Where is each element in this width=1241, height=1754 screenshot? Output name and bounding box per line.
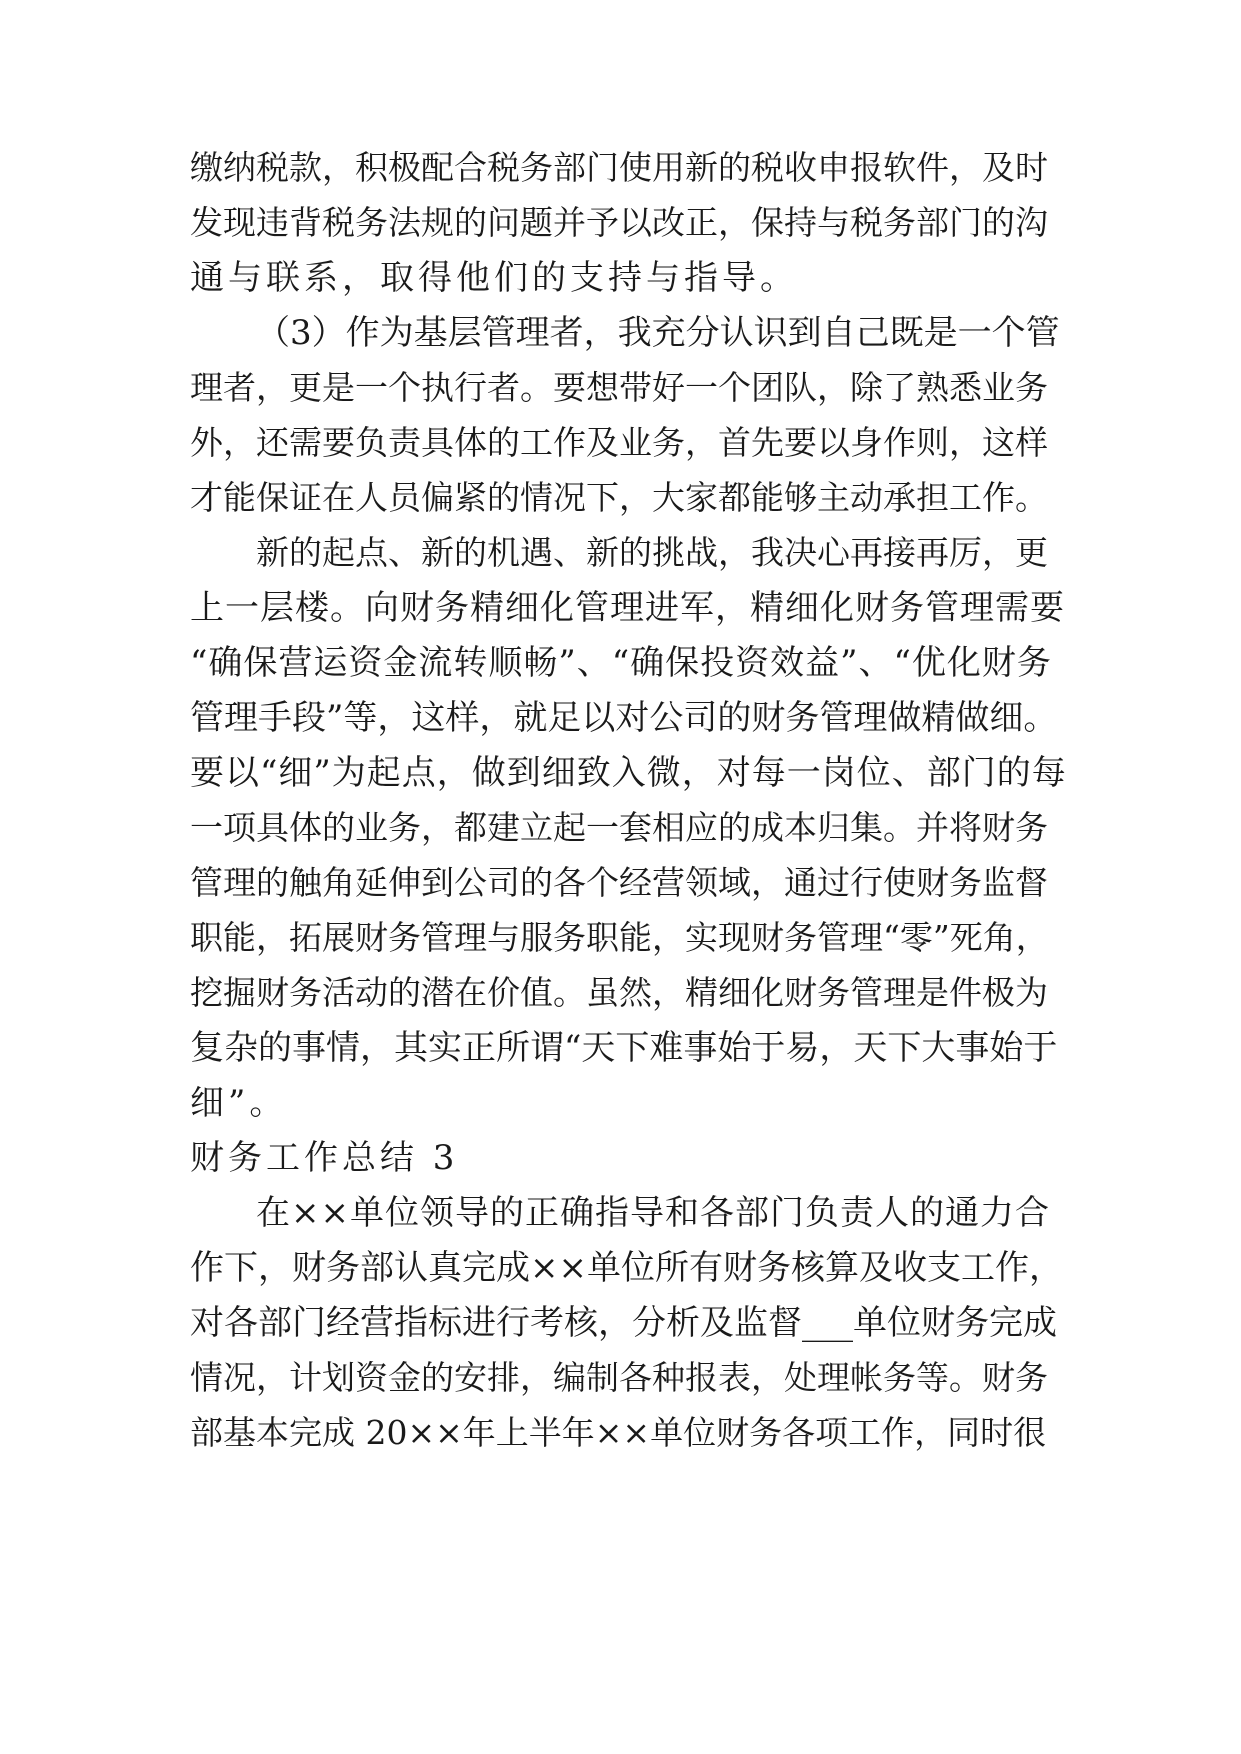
paragraph-line: 一项具体的业务，都建立起一套相应的成本归集。并将财务: [190, 808, 1048, 847]
paragraph-line: （3）作为基层管理者，我充分认识到自己既是一个管: [256, 313, 1060, 353]
section-heading: 财务工作总结 3: [190, 1138, 459, 1178]
paragraph-line: 通与联系，取得他们的支持与指导。: [190, 258, 798, 298]
paragraph-line: 在××单位领导的正确指导和各部门负责人的通力合: [256, 1193, 1050, 1233]
paragraph-line: 细”。: [190, 1083, 288, 1123]
paragraph-line: 要以“细”为起点，做到细致入微，对每一岗位、部门的每: [190, 753, 1067, 793]
paragraph-line: 管理手段”等，这样，就足以对公司的财务管理做精做细。: [190, 698, 1058, 738]
paragraph-line: 新的起点、新的机遇、新的挑战，我决心再接再厉，更: [256, 533, 1048, 572]
paragraph-line: 职能，拓展财务管理与服务职能，实现财务管理“零”死角，: [190, 918, 1049, 957]
paragraph-line: 才能保证在人员偏紧的情况下，大家都能够主动承担工作。: [190, 478, 1048, 517]
paragraph-line: 作下，财务部认真完成××单位所有财务核算及收支工作，: [190, 1248, 1063, 1288]
paragraph-line: 外，还需要负责具体的工作及业务，首先要以身作则，这样: [190, 423, 1048, 462]
paragraph-line: 理者，更是一个执行者。要想带好一个团队，除了熟悉业务: [190, 368, 1048, 407]
paragraph-line: 对各部门经营指标进行考核，分析及监督___单位财务完成: [190, 1303, 1057, 1343]
paragraph-line: 部基本完成 20××年上半年××单位财务各项工作，同时很: [190, 1413, 1047, 1452]
paragraph-line: 复杂的事情，其实正所谓“天下难事始于易，天下大事始于: [190, 1028, 1058, 1068]
paragraph-line: 上一层楼。向财务精细化管理进军，精细化财务管理需要: [190, 588, 1065, 628]
paragraph-line: 发现违背税务法规的问题并予以改正，保持与税务部门的沟: [190, 203, 1048, 242]
paragraph-line: “确保营运资金流转顺畅”、“确保投资效益”、“优化财务: [190, 643, 1052, 683]
paragraph-line: 缴纳税款，积极配合税务部门使用新的税收申报软件，及时: [190, 148, 1048, 187]
paragraph-line: 情况，计划资金的安排，编制各种报表，处理帐务等。财务: [190, 1358, 1048, 1397]
paragraph-line: 管理的触角延伸到公司的各个经营领域，通过行使财务监督: [190, 863, 1048, 902]
paragraph-line: 挖掘财务活动的潜在价值。虽然，精细化财务管理是件极为: [190, 973, 1048, 1012]
